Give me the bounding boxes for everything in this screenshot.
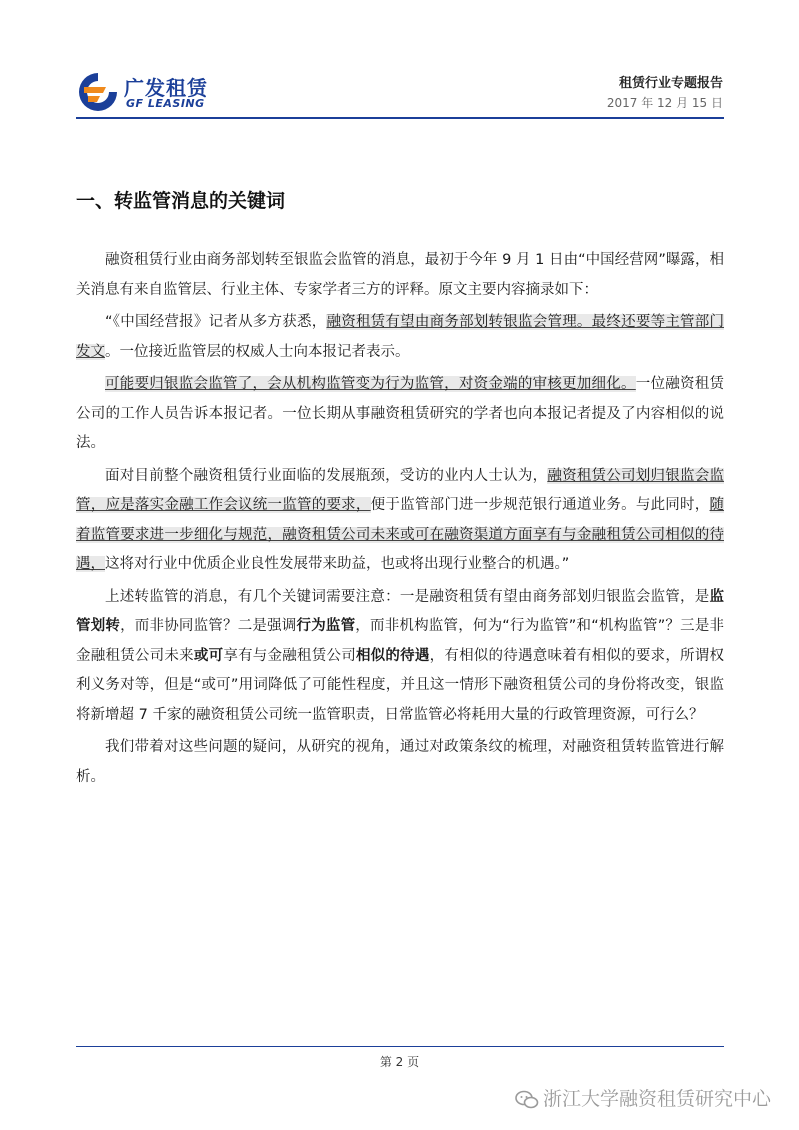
paragraph-4 <box>76 462 724 580</box>
paragraph-6: 我们带着对这些问题的疑问，从研究的视角，通过对政策条纹的梳理，对融资租赁转监管进行解析。 <box>76 739 724 785</box>
paragraph-5-part: ，而非协同监管？二是强调 <box>120 618 297 634</box>
keyword-transfer: 监管划转 <box>76 588 724 634</box>
watermark <box>515 1084 771 1111</box>
keyword-similar-treatment: 相似的待遇 <box>355 647 430 664</box>
keyword-behavior: 行为监管 <box>296 618 356 634</box>
quote-intro: “《中国经营报》记者从多方获悉， <box>105 314 327 330</box>
paragraph-3-rest: 一位融资租赁公司的工作人员告诉本报记者。一位长期从事融资租赁研究的学者也向本报记者提及了内容相似的说法。 <box>76 376 725 451</box>
page-number: 第 2 页 <box>379 1055 420 1069</box>
logo-english-text: GF LEASING <box>126 97 205 110</box>
wechat-icon <box>515 1090 539 1110</box>
header-divider <box>76 117 724 119</box>
paragraph-2 <box>76 308 724 367</box>
report-type: 租赁行业专题报告 <box>618 76 723 91</box>
paragraph-5 <box>76 583 724 731</box>
section-title: 一、转监管消息的关键词 <box>76 190 286 212</box>
watermark-text: 浙江大学融资租赁研究中心 <box>542 1088 771 1110</box>
paragraph-4-mid: 便于监管部门进一步规范银行通道业务。与此同时， <box>370 497 710 513</box>
report-date: 2017 年 12 月 15 日 <box>606 96 723 110</box>
footer-divider <box>76 1046 724 1047</box>
company-logo <box>76 70 226 114</box>
page-header <box>0 0 799 120</box>
highlight-similar-treatment: 随着监管要求进一步细化与规范，融资租赁公司未来或可在融资渠道方面享有与金融租赁公司相似的待遇， <box>76 497 725 572</box>
paragraph-5-part: 上述转监管的消息，有几个关键词需要注意：一是融资租赁有望由商务部划归银监会监管，是 <box>105 588 710 605</box>
highlight-behavior-supervision: 可能要归银监会监管了，会从机构监管变为行为监管，对资金端的审核更加细化。 <box>105 376 636 392</box>
paragraph-4-intro: 面对目前整个融资租赁行业面临的发展瓶颈，受访的业内人士认为， <box>105 467 548 484</box>
highlight-transfer: 融资租赁有望由商务部划转银监会管理。最终还要等主管部门发文 <box>76 314 725 360</box>
gf-logo-icon <box>76 70 120 114</box>
paragraph-5-part: 享有与金融租赁公司 <box>223 647 356 664</box>
paragraph-4-end: 这将对行业中优质企业良性发展带来助益，也或将出现行业整合的机遇。” <box>105 556 570 572</box>
logo-chinese-text: 广发租赁 <box>124 76 208 100</box>
paragraph-5-part: ，而非机构监管，何为“行为监管”和“机构监管”？三是非金融租赁公司未来 <box>76 618 725 664</box>
paragraph-3 <box>76 370 724 459</box>
highlight-unified-supervision: 融资租赁公司划归银监会监管，应是落实金融工作会议统一监管的要求， <box>76 467 725 513</box>
keyword-maybe: 或可 <box>193 647 224 664</box>
quote-source: 。一位接近监管层的权威人士向本报记者表示。 <box>105 343 410 360</box>
paragraph-5-part: ，有相似的待遇意味着有相似的要求，所谓权利义务对等，但是“或可”用词降低了可能性程度，并且这一情形下融资租赁公司的身份将改变，银监将新增超 7 千家的融资租赁公司统一监管职责，日常监管必将耗用大量的行政管理资源，可行么？ <box>76 647 725 723</box>
article-body <box>76 246 724 795</box>
paragraph-1: 融资租赁行业由商务部划转至银监会监管的消息，最初于今年 9 月 1 日由“中国经营网”曝露，相关消息有来自监管层、行业主体、专家学者三方的评释。原文主要内容摘录如下： <box>76 252 724 298</box>
